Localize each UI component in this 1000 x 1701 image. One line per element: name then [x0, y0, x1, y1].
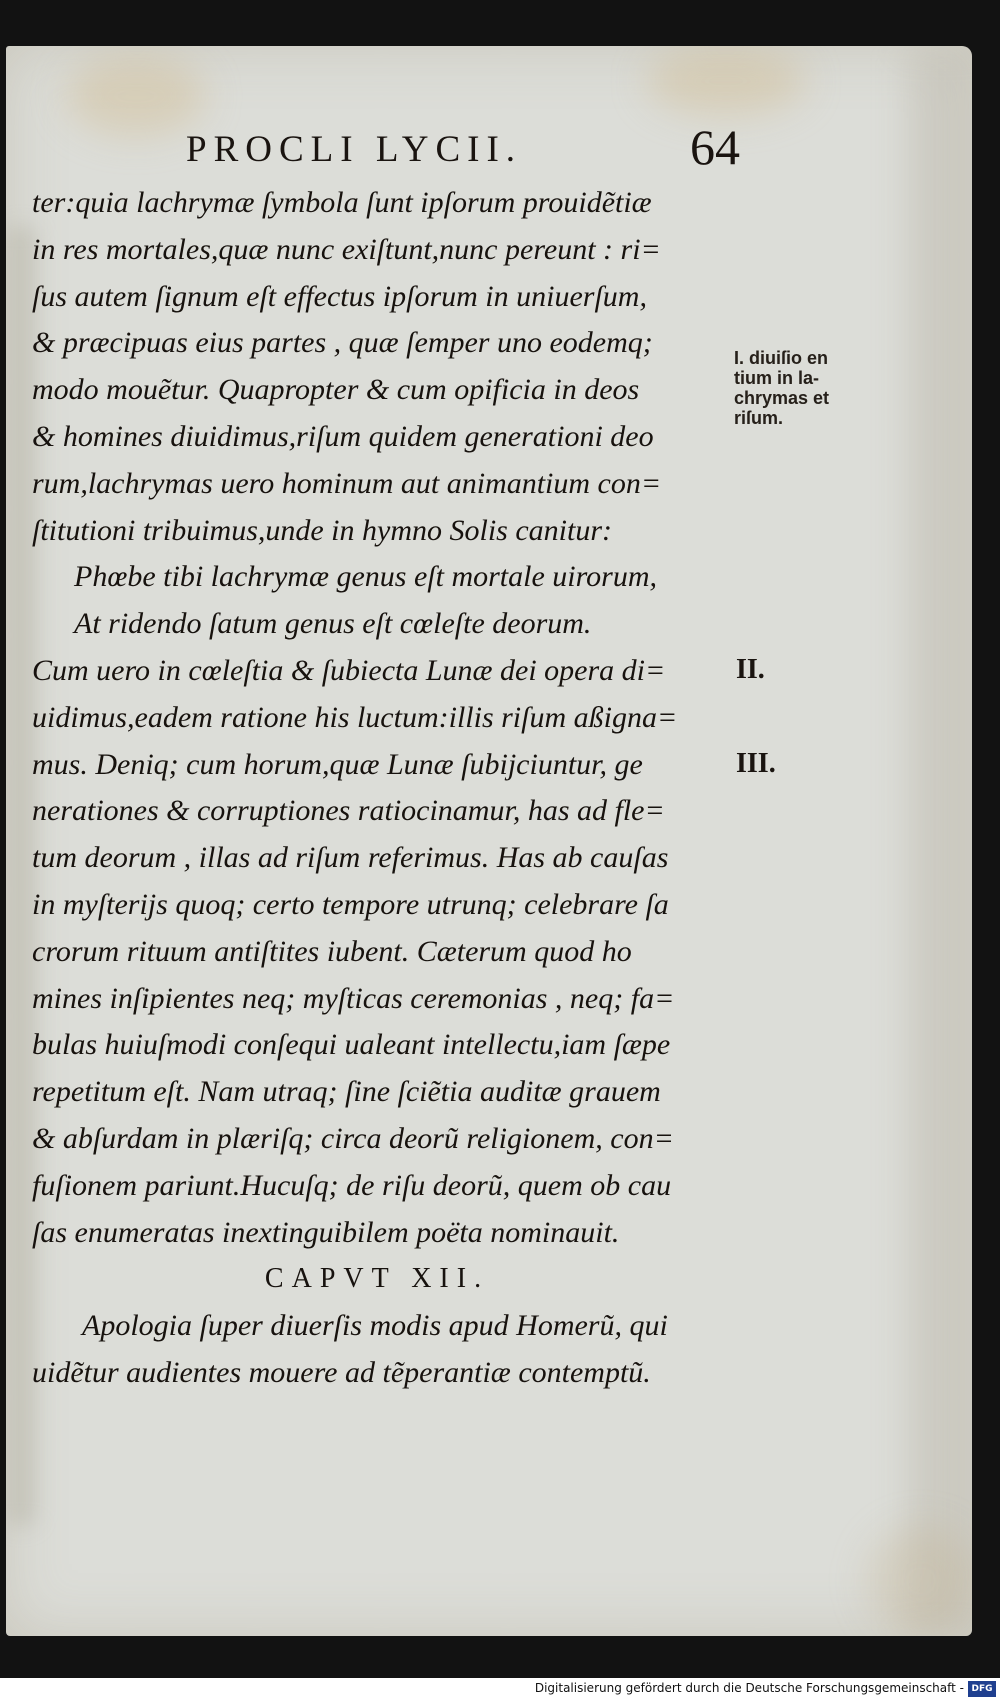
page-stain: [866, 1526, 972, 1636]
page-stain: [646, 46, 806, 116]
margin-note-line: I. diuiſio en: [734, 348, 828, 368]
text-line: & præcipuas eius partes , quæ ſemper uno eodemq;: [32, 326, 653, 360]
text-line: ſtitutioni tribuimus,unde in hymno Solis canitur:: [32, 513, 612, 547]
text-line: uidimus,eadem ratione his luctum:illis riſum aßigna=: [32, 700, 678, 734]
margin-note-line: riſum.: [734, 408, 784, 428]
body-text: [32, 180, 752, 1397]
text-line: mus. Deniq; cum horum,quæ Lunæ ſubijciuntur, ge: [32, 747, 643, 781]
text-line: Cum uero in cœleſtia & ſubiecta Lunæ dei opera di=: [32, 653, 666, 687]
text-line: modo mouẽtur. Quapropter & cum opificia in deos: [32, 373, 640, 407]
verse-line: Phœbe tibi lachrymæ genus eſt mortale uirorum,: [74, 560, 658, 594]
text-line: tum deorum , illas ad riſum referimus. Has ab cauſas: [32, 841, 669, 875]
text-line: bulas huiuſmodi conſequi ualeant intellectu,iam ſæpe: [32, 1028, 671, 1062]
text-line: ſus autem ſignum eſt effectus ipſorum in uniuerſum,: [32, 279, 647, 313]
text-line: rum,lachrymas uero hominum aut animantium con=: [32, 466, 662, 500]
text-line: crorum rituum antiſtites iubent. Cæterum quod ho: [32, 934, 632, 968]
running-title: PROCLI LYCII.: [186, 129, 523, 170]
page-number: 64: [690, 119, 740, 175]
text-line: & homines diuidimus,riſum quidem generationi deo: [32, 419, 654, 453]
text-line: mines inſipientes neq; myſticas ceremonias , neq; fa=: [32, 981, 675, 1015]
margin-note-line: tium in la-: [734, 368, 819, 388]
text-line: nerationes & corruptiones ratiocinamur, has ad fle=: [32, 794, 665, 828]
text-line: & abſurdam in plæriſq; circa deorũ religionem, con=: [32, 1121, 674, 1155]
text-line: repetitum eſt. Nam utraq; ſine ſciẽtia auditæ grauem: [32, 1075, 661, 1109]
chapter-heading: CAPVT XII.: [264, 1263, 490, 1295]
text-line: ter:quia lachrymæ ſymbola ſunt ipſorum prouidẽtiæ: [32, 186, 652, 219]
margin-note-line: chrymas et: [734, 388, 830, 408]
text-line: fuſionem pariunt.Hucuſq; de riſu deorũ, quem ob cau: [32, 1168, 672, 1202]
text-line: in res mortales,quæ nunc exiſtunt,nunc pereunt : ri=: [32, 232, 661, 266]
page-header: [166, 118, 786, 188]
text-line: in myſterijs quoq; certo tempore utrunq; celebrare ſa: [32, 887, 669, 921]
margin-numeral-ii: II.: [736, 654, 765, 685]
book-page: [6, 46, 972, 1636]
chapter-summary-line: Apologia ſuper diuerſis modis apud Homerũ, qui: [82, 1309, 668, 1343]
margin-numeral-iii: III.: [736, 748, 776, 779]
footer-bar: [0, 1678, 1000, 1701]
funding-notice: Digitalisierung gefördert durch die Deutsche Forschungsgemeinschaft -: [534, 1681, 964, 1695]
text-line: ſas enumeratas inextinguibilem poëta nominauit.: [32, 1215, 620, 1249]
dfg-logo-icon: DFG: [968, 1681, 996, 1697]
margin-note: [734, 348, 884, 428]
page-edge-shadow: [906, 46, 972, 1636]
chapter-summary-line: uidẽtur audientes mouere ad tẽperantiæ contemptũ.: [32, 1355, 651, 1389]
verse-line: At ridendo ſatum genus eſt cœleſte deorum.: [74, 607, 592, 641]
